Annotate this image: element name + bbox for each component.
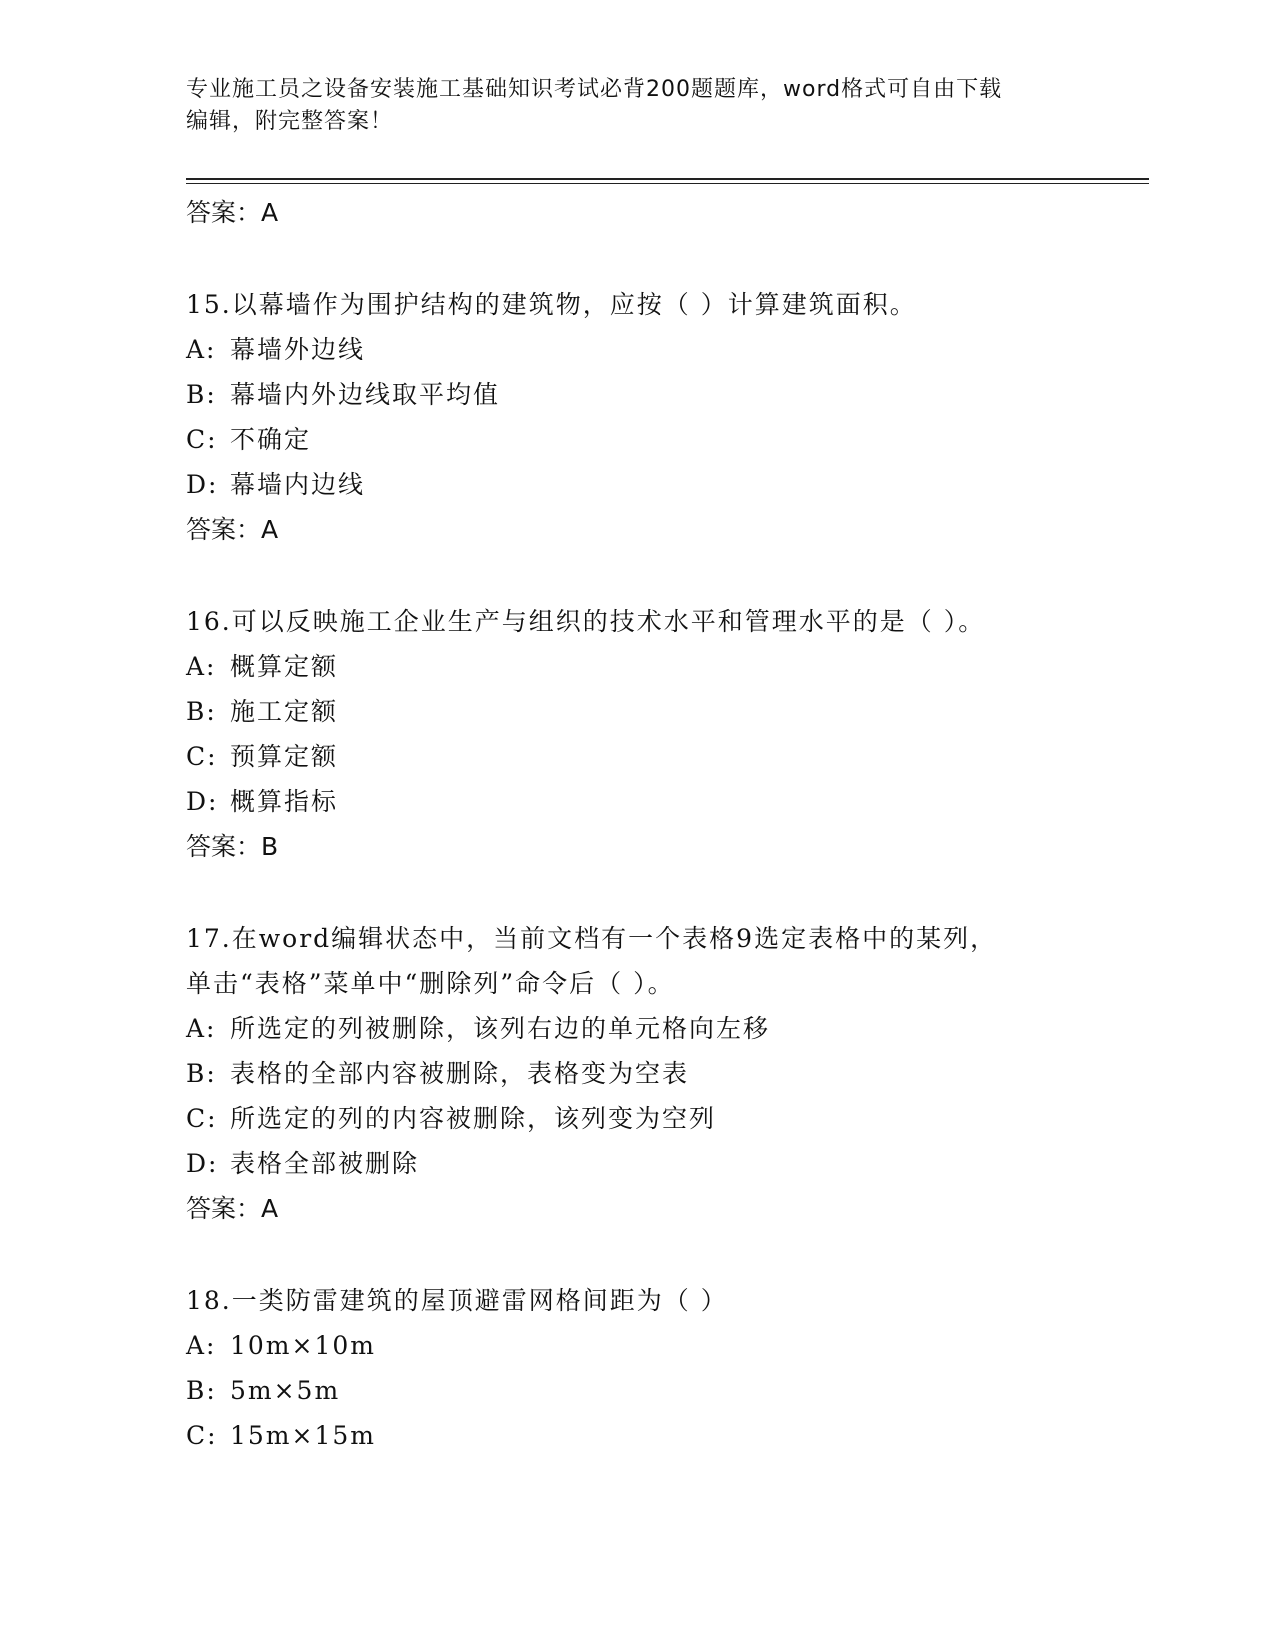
option-key: B: bbox=[186, 1376, 217, 1405]
option-text: 预算定额 bbox=[230, 742, 339, 771]
answer-line: 答案：B bbox=[186, 832, 279, 861]
question-text-line: 16.可以反映施工企业生产与组织的技术水平和管理水平的是（ ）。 bbox=[186, 607, 986, 636]
option-row bbox=[186, 644, 1086, 689]
question-text-line: 单击“表格”菜单中“删除列”命令后（ ）。 bbox=[186, 969, 675, 998]
option-key: C: bbox=[186, 1104, 218, 1133]
header-line-2: 编辑，附完整答案！ bbox=[186, 109, 394, 134]
header-divider-thick bbox=[186, 178, 1149, 180]
option-key: B: bbox=[186, 697, 217, 726]
option-key: A: bbox=[186, 1014, 217, 1043]
option-key: D: bbox=[186, 1149, 219, 1178]
option-text: 概算定额 bbox=[230, 652, 339, 681]
option-row bbox=[186, 462, 1086, 507]
header-line-1: 专业施工员之设备安装施工基础知识考试必背200题题库，word格式可自由下载 bbox=[186, 77, 1003, 102]
question-stem bbox=[186, 916, 1086, 1006]
option-row bbox=[186, 1006, 1086, 1051]
option-text: 幕墙内外边线取平均值 bbox=[230, 380, 501, 409]
option-key: D: bbox=[186, 470, 219, 499]
option-text: 所选定的列的内容被删除，该列变为空列 bbox=[230, 1104, 717, 1133]
option-text: 表格全部被删除 bbox=[230, 1149, 420, 1178]
option-row bbox=[186, 327, 1086, 372]
answer-line: 答案：A bbox=[186, 515, 279, 544]
option-row bbox=[186, 1368, 1086, 1413]
option-text: 所选定的列被删除，该列右边的单元格向左移 bbox=[230, 1014, 771, 1043]
option-text: 5m×5m bbox=[230, 1376, 341, 1405]
option-text: 幕墙外边线 bbox=[230, 335, 366, 364]
option-key: C: bbox=[186, 1421, 218, 1450]
question-text-line: 18.一类防雷建筑的屋顶避雷网格间距为（ ） bbox=[186, 1286, 728, 1315]
option-text: 表格的全部内容被删除，表格变为空表 bbox=[230, 1059, 690, 1088]
question-list bbox=[186, 190, 1086, 1458]
answer-line: 答案：A bbox=[186, 1194, 279, 1223]
question-stem bbox=[186, 599, 1086, 644]
option-text: 施工定额 bbox=[230, 697, 339, 726]
option-row bbox=[186, 372, 1086, 417]
option-text: 概算指标 bbox=[230, 787, 339, 816]
option-key: A: bbox=[186, 1331, 217, 1360]
option-text: 幕墙内边线 bbox=[230, 470, 366, 499]
option-key: D: bbox=[186, 787, 219, 816]
option-row bbox=[186, 1051, 1086, 1096]
question-block bbox=[186, 599, 1086, 869]
document-header bbox=[186, 74, 1086, 138]
option-text: 不确定 bbox=[230, 425, 312, 454]
option-row bbox=[186, 779, 1086, 824]
option-row bbox=[186, 1413, 1086, 1458]
option-row bbox=[186, 689, 1086, 734]
option-key: A: bbox=[186, 652, 217, 681]
option-text: 15m×15m bbox=[230, 1421, 376, 1450]
option-row bbox=[186, 1141, 1086, 1186]
option-key: B: bbox=[186, 1059, 217, 1088]
question-block bbox=[186, 916, 1086, 1231]
question-block bbox=[186, 1278, 1086, 1458]
option-row bbox=[186, 1323, 1086, 1368]
option-key: C: bbox=[186, 742, 218, 771]
option-text: 10m×10m bbox=[230, 1331, 376, 1360]
option-key: A: bbox=[186, 335, 217, 364]
option-row bbox=[186, 734, 1086, 779]
option-key: C: bbox=[186, 425, 218, 454]
question-text-line: 15.以幕墙作为围护结构的建筑物，应按（ ）计算建筑面积。 bbox=[186, 290, 917, 319]
option-row bbox=[186, 417, 1086, 462]
option-key: B: bbox=[186, 380, 217, 409]
question-stem bbox=[186, 1278, 1086, 1323]
question-block bbox=[186, 282, 1086, 552]
question-text-line: 17.在word编辑状态中，当前文档有一个表格9选定表格中的某列， bbox=[186, 924, 998, 953]
question-stem bbox=[186, 282, 1086, 327]
option-row bbox=[186, 1096, 1086, 1141]
header-divider-thin bbox=[186, 183, 1149, 184]
answer-line: 答案：A bbox=[186, 198, 279, 227]
